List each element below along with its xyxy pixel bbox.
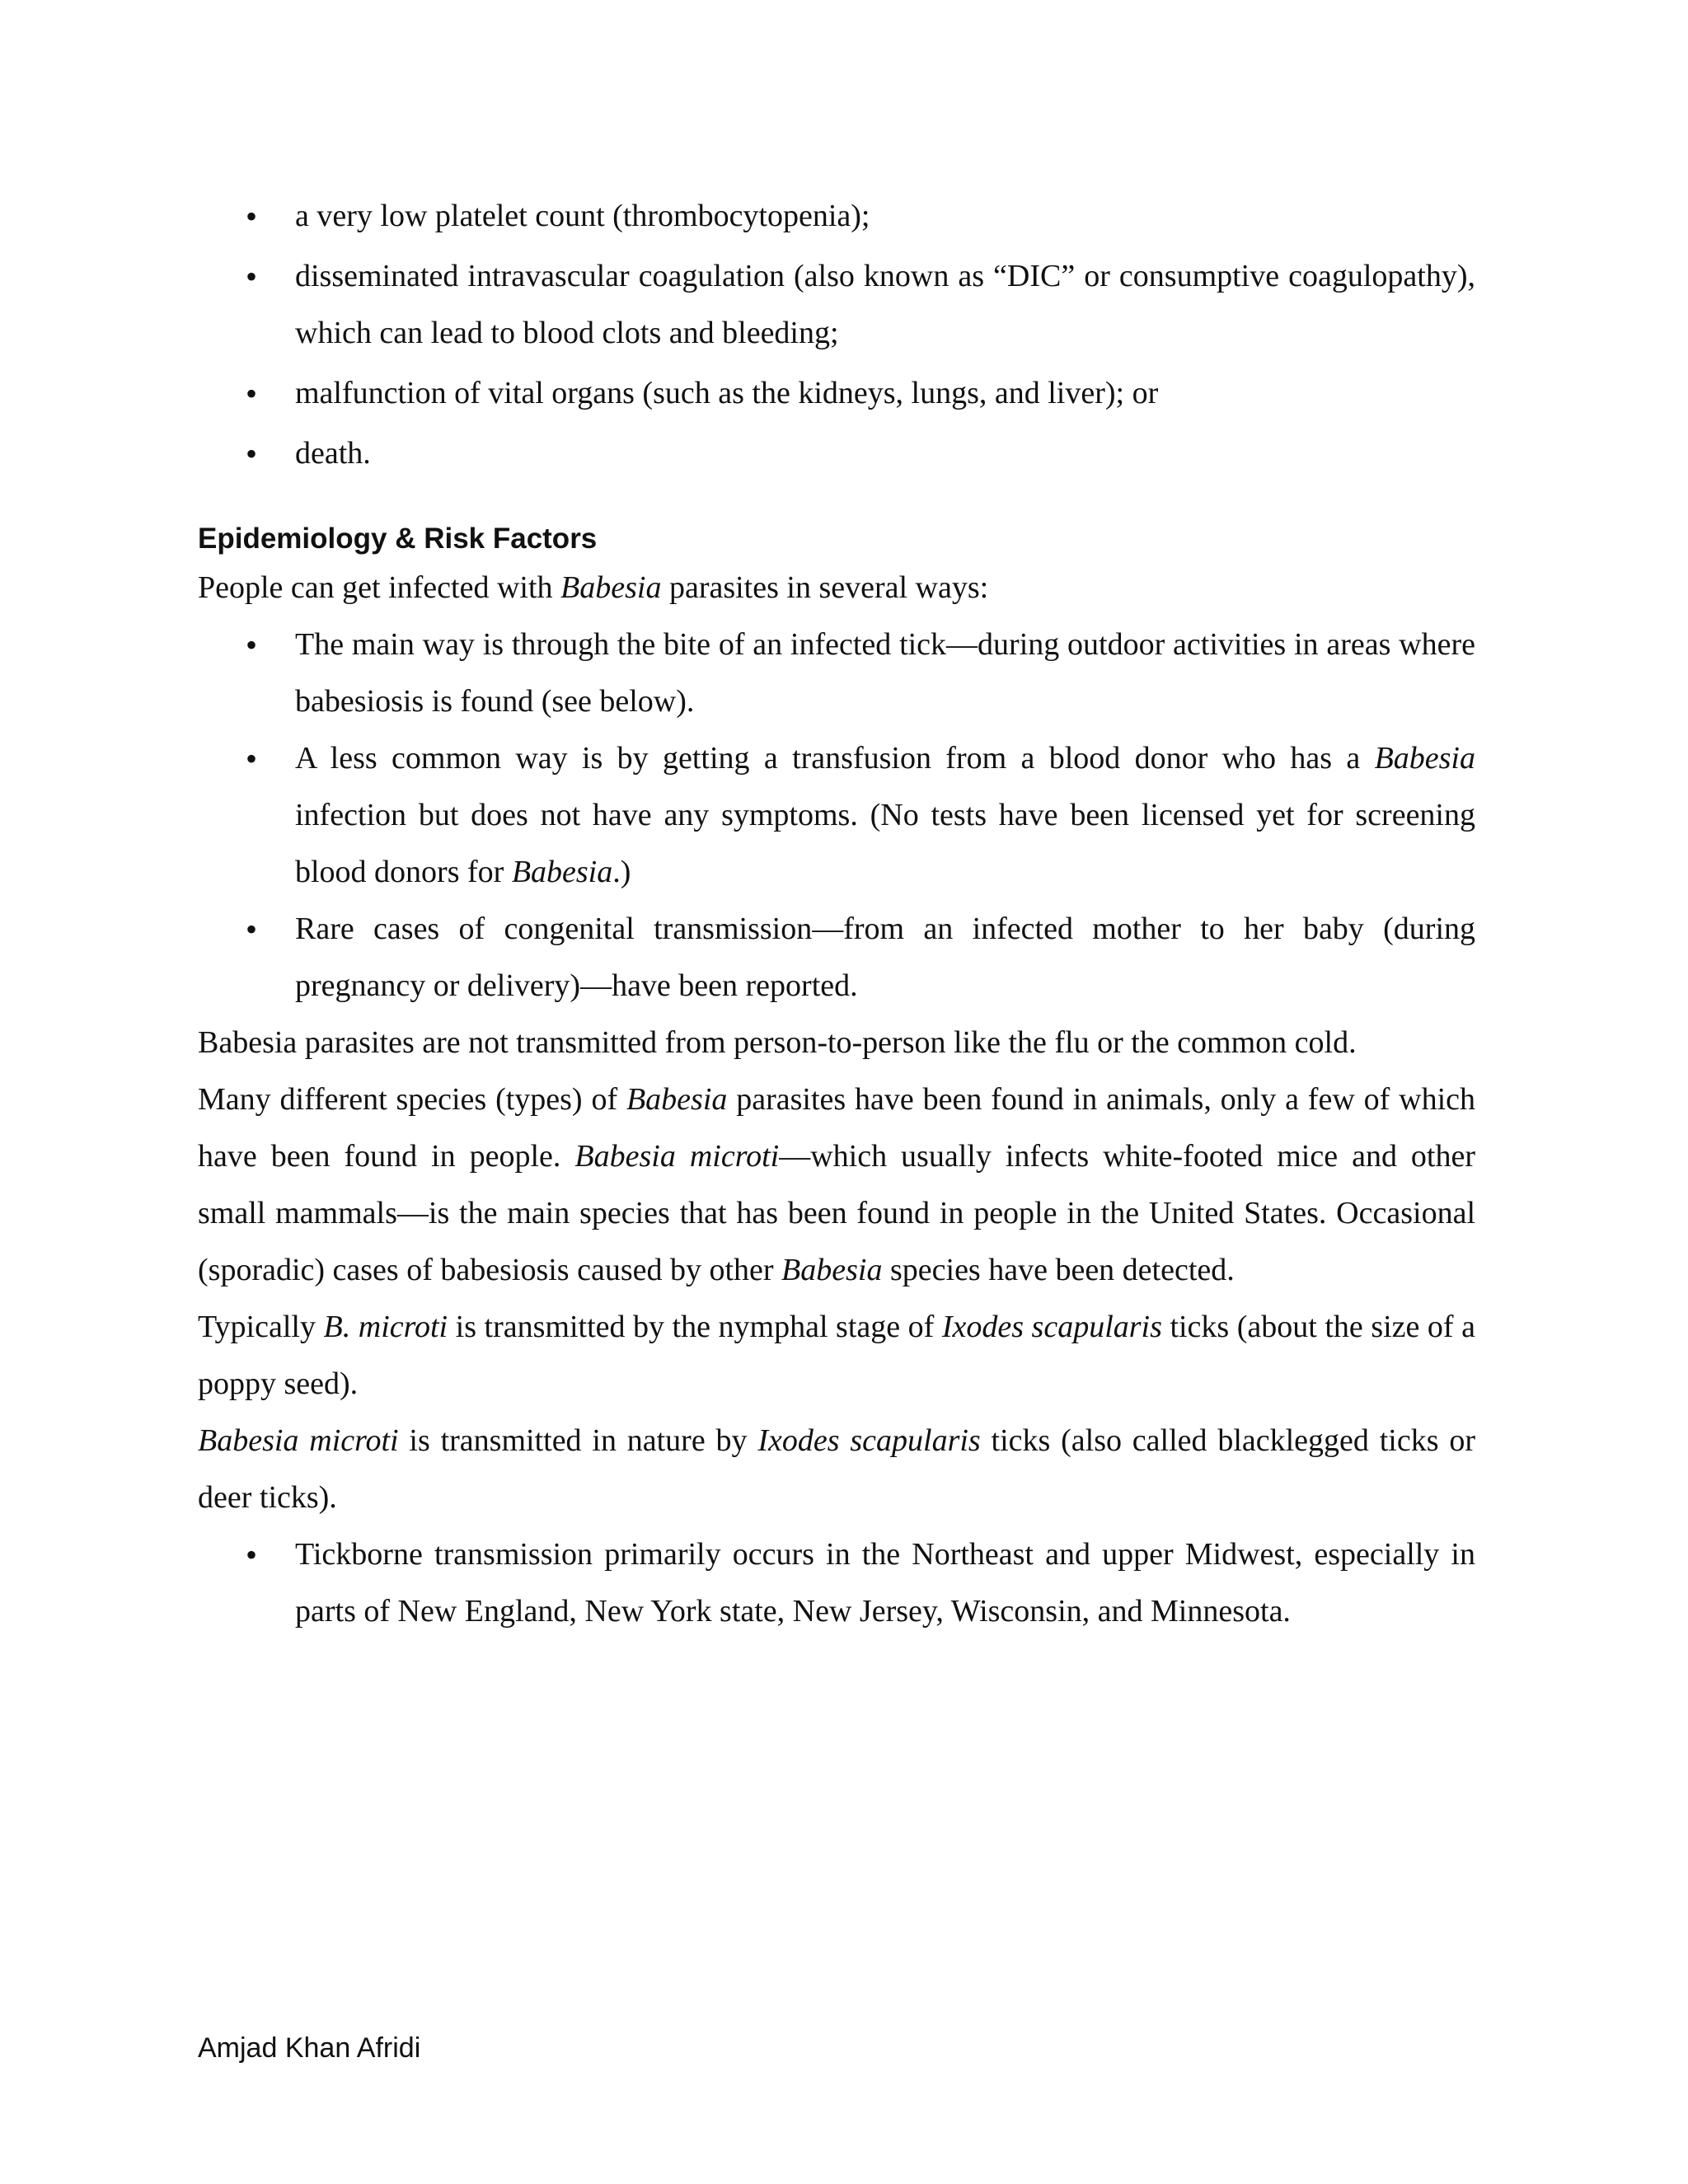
text-run: Many different species (types) of — [198, 1082, 626, 1117]
list-item: • a very low platelet count (thrombocytopenia); — [198, 188, 1475, 245]
text-run: People can get infected with — [198, 570, 561, 605]
italic-run: Ixodes scapularis — [757, 1423, 981, 1458]
text-run: .) — [612, 855, 631, 889]
italic-run: B. microti — [323, 1310, 448, 1344]
italic-run: Ixodes scapularis — [941, 1310, 1162, 1344]
section-heading: Epidemiology & Risk Factors — [198, 523, 598, 555]
list-item: • Rare cases of congenital transmission—from an infected mother to her baby (during pregnancy or delivery)—have been reported. — [198, 901, 1475, 1015]
italic-run: Babesia — [511, 855, 613, 889]
text-run: parasites in several ways: — [661, 570, 989, 605]
footer-author: Amjad Khan Afridi — [198, 2032, 421, 2064]
species-paragraph — [198, 1071, 1475, 1299]
list-item: • The main way is through the bite of an infected tick—during outdoor activities in areas where babesiosis is found (see below). — [198, 616, 1475, 730]
italic-run: Babesia microti — [574, 1139, 780, 1174]
text-run: —which usually infects white-footed mice and other small mammals—is the main species that has been found in people in the United States. Occasional (sporadic) cases of babesiosis caused by other — [198, 1139, 1476, 1287]
list-item: • disseminated intravascular coagulation (also known as “DIC” or consumptive coagulopathy), which can lead to blood clots and bleeding; — [198, 248, 1475, 362]
italic-run: Babesia — [560, 570, 662, 605]
text-run: is transmitted in nature by — [398, 1423, 758, 1458]
list-item — [198, 730, 1475, 901]
nature-paragraph — [198, 1413, 1475, 1526]
text-run: is transmitted by the nymphal stage of — [448, 1310, 942, 1344]
transmission-ways-list — [198, 616, 1475, 1015]
text-run: infection but does not have any symptoms. (No tests have been licensed yet for screening blood donors for — [295, 798, 1475, 889]
tickborne-list — [198, 1526, 1475, 1640]
text-run: A less common way is by getting a transfusion from a blood donor who has a — [295, 741, 1375, 776]
list-item: • death. — [198, 425, 1475, 482]
document-body — [198, 188, 1475, 1640]
italic-run: Babesia — [1374, 741, 1475, 776]
list-item: • Tickborne transmission primarily occurs in the Northeast and upper Midwest, especially in parts of New England, New York state, New Jersey, Wisconsin, and Minnesota. — [198, 1526, 1475, 1640]
text-run: species have been detected. — [882, 1253, 1235, 1287]
complications-list — [198, 188, 1475, 482]
person-to-person-paragraph: Babesia parasites are not transmitted from person-to-person like the flu or the common cold. — [198, 1025, 1357, 1060]
italic-run: Babesia — [626, 1082, 728, 1117]
italic-run: Babesia microti — [198, 1423, 399, 1458]
italic-run: Babesia — [781, 1253, 883, 1287]
text-run: ticks (also called blacklegged ticks or deer ticks). — [198, 1423, 1475, 1515]
text-run: Typically — [198, 1310, 324, 1344]
typically-paragraph — [198, 1299, 1475, 1413]
text-run: parasites have been found in animals, only a few of which have been found in people. — [198, 1082, 1475, 1174]
text-run: ticks (about the size of a poppy seed). — [198, 1310, 1475, 1401]
intro-paragraph — [198, 560, 1475, 616]
list-item: • malfunction of vital organs (such as the kidneys, lungs, and liver); or — [198, 365, 1475, 422]
